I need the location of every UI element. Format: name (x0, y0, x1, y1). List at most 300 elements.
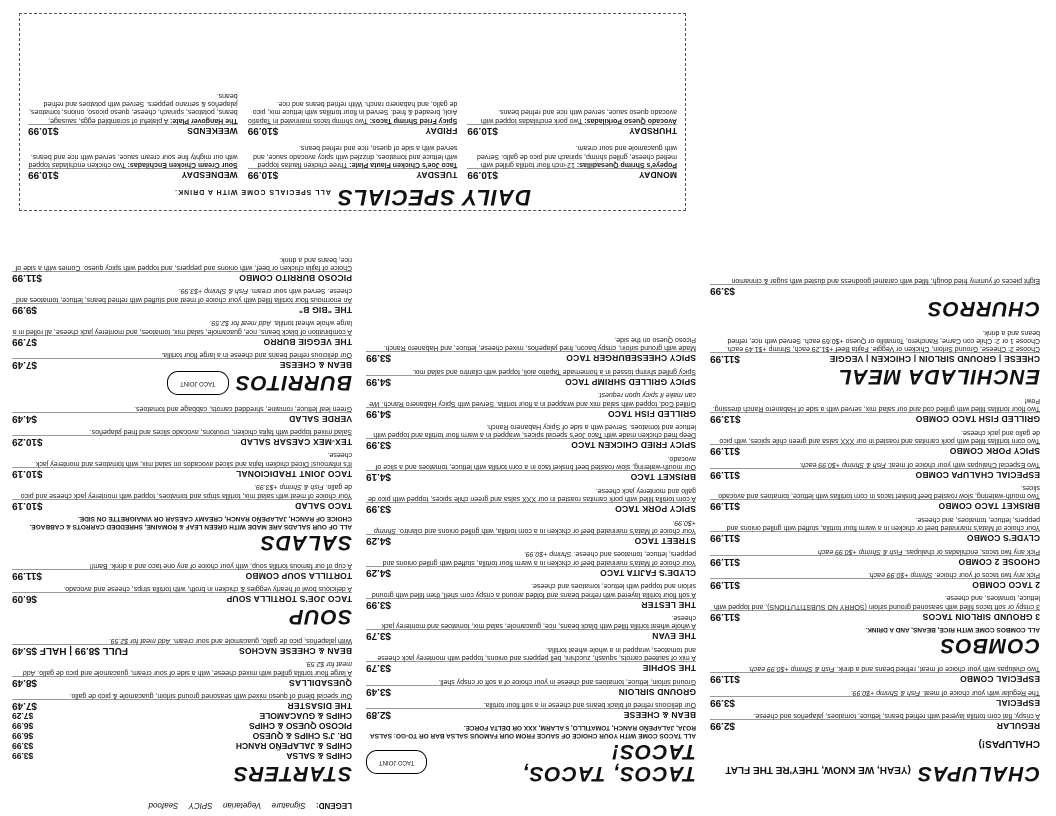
item-name: WEDNESDAY (181, 170, 238, 180)
item-header (248, 168, 458, 180)
item-header (366, 351, 696, 363)
starters-section (12, 635, 352, 784)
item-header (12, 499, 352, 511)
item-price: $3.99 (366, 439, 392, 451)
special-item (467, 143, 677, 180)
item-desc (12, 403, 352, 411)
item-desc (12, 318, 352, 335)
item-price: $11.99 (710, 500, 741, 512)
item-desc-text: With jalapeños, pico de gallo, guacamole and sour cream. (172, 636, 352, 644)
section-note: ALL TACOS COME WITH YOUR CHOICE OF SAUCE FROM OUR FAMOUS SALSA BAR OR TO-GO: SALSA ROJA, JALAPEÑO RANCH, TOMATILLO, 5 ALARM, XXX OR DELTA FORCE. (370, 724, 696, 739)
item-header (12, 467, 352, 479)
item-extra: Fish & Shrimp +$0.99 each. (747, 665, 835, 673)
section-title: SOUP (288, 605, 352, 629)
item-name: SPICY FRIED CHICKEN TACO (571, 440, 696, 451)
item-price: $11.99 (12, 272, 43, 284)
item-price: $10.99 (247, 169, 279, 180)
column-tacos (366, 216, 696, 786)
item-name: CHEESE | GROUND SIRLOIN | CHICKEN | VEGGIE (829, 354, 1040, 365)
item-desc (12, 254, 352, 271)
menu-item (366, 613, 696, 642)
special-item (467, 90, 677, 136)
item-desc-text: Eight pieces of yummy fried dough, filled with caramel goodness and dusted with sugar & cinnamon (731, 277, 1040, 285)
item-desc (366, 676, 696, 684)
menu-item (12, 403, 352, 423)
item-header (28, 168, 238, 180)
item-price: $4.99 (366, 375, 392, 387)
item-desc (467, 143, 677, 168)
item-price: $3.99 (710, 285, 736, 297)
item-extra: Add meat for $2.59. (108, 636, 171, 644)
menu-item (12, 635, 352, 655)
item-price: $11.99 (710, 673, 741, 685)
item-subtitle: Spicy Fried Shrimp Tacos: (369, 116, 458, 124)
item-desc (12, 691, 352, 699)
menu-item (366, 454, 696, 483)
item-desc (366, 613, 696, 630)
chalupas-section (710, 664, 1040, 784)
item-header (467, 168, 677, 180)
menu-item (366, 390, 696, 419)
item-name: BEAN & CHEESE (279, 360, 352, 371)
item-price: $11.99 (710, 468, 741, 480)
item-desc-text: Our special blend of queso mixed with seasoned ground sirloin, guacamole & pico de gallo. (69, 692, 352, 699)
item-desc (366, 366, 696, 374)
item-price: $10.99 (467, 124, 498, 136)
item-desc (366, 454, 696, 471)
item-price: $11.99 (710, 445, 741, 457)
item-header (710, 531, 1040, 543)
menu-item (366, 700, 696, 720)
item-desc (710, 546, 1040, 554)
item-header (12, 335, 352, 347)
item-price: $6.99 (12, 731, 34, 741)
item-desc-text: Pick any two tacos of your choice. (934, 570, 1040, 578)
section-note: ALL COMBOS COME WITH RICE, BEANS, AND A DRINK. (865, 625, 1040, 633)
menu-item (366, 366, 696, 386)
item-subtitle: Taco Joe's Chicken Flauta Plate: (349, 161, 458, 168)
item-price: $10.99 (247, 124, 279, 136)
item-name: CHIPS & SALSA (286, 751, 352, 761)
item-price: FULL $8.99 | HALF $5.49 (12, 644, 128, 656)
item-desc-text: A soft flour tortilla layered with refried beans and folded around a crispy corn shell, then filled with ground sirloin and topped with lettuce, tomatoes and cheese. (371, 582, 696, 598)
item-price: $10.19 (12, 499, 43, 511)
item-desc-text: Choice of fajita chicken or beef, with onions and peppers, and topped with spicy queso. Comes with a side of rice, beans and a drink. (15, 255, 352, 272)
item-name: PICOSO BURRITO COMBO (239, 273, 352, 284)
menu-item (366, 335, 696, 364)
item-name: TACO SALAD (294, 500, 352, 511)
item-desc (366, 517, 696, 534)
item-name: THE DISASTER (287, 701, 352, 711)
item-header (710, 719, 1040, 731)
chalupas-subtitle: (YEAH, WE KNOW, THEY'RE THE FLAT CHALUPAS!) (725, 738, 1040, 775)
item-desc (710, 593, 1040, 610)
item-header (248, 124, 458, 136)
menu-item (12, 482, 352, 511)
item-desc (710, 687, 1040, 695)
item-price: $8.49 (12, 676, 38, 688)
item-desc (28, 151, 238, 168)
item-desc-text: A plateful of scrambled eggs, sausage, beans, potatoes, spinach, cheese, queso picoso, onions, tomatoes, jalapeños & serrano peppers. Served with potatoes and refried beans. (29, 91, 238, 124)
logo: TACO JOINT (366, 751, 427, 775)
item-name: TACO JOINT TRADICIONAL (235, 468, 352, 479)
item-desc-text: A delicious bowl of hearty veggies & chicken in broth, with tortilla strips, cheese and avocado. (63, 585, 352, 593)
item-desc-text: Two mouth-watering, slow roasted beef brisket tacos in corn tortillas with lettuce, tomatoes and avocado slices. (718, 483, 1040, 500)
menu-item (710, 687, 1040, 707)
item-header (12, 412, 352, 424)
item-desc-text: Our delicious refried beans and cheese in a large flour tortilla. (161, 351, 352, 359)
item-desc (366, 390, 696, 407)
item-price: $7.29 (12, 711, 34, 721)
item-desc (12, 286, 352, 303)
item-desc-text: Pick any two tacos, enchiladas or chalupas. (904, 547, 1040, 555)
item-name: ESPECIAL (995, 697, 1040, 708)
item-name: REGULAR (996, 721, 1040, 731)
item-desc-text: Our mouth-watering, slow roasted beef brisket taco in a corn tortilla with lettuce, tomatoes and a slice of avocado. (375, 454, 696, 471)
item-extra: We can make it spicy upon request. (369, 391, 696, 407)
item-desc (710, 459, 1040, 467)
menu-item (710, 459, 1040, 479)
item-price: $10.29 (12, 435, 43, 447)
item-name: THURSDAY (628, 125, 677, 136)
item-desc (366, 644, 696, 661)
item-header (12, 358, 352, 370)
item-price: $2.99 (710, 720, 736, 731)
item-desc (710, 483, 1040, 500)
item-price: $7.99 (12, 335, 38, 347)
item-subtitle: Avocado Queso Porkiladas: (584, 116, 677, 124)
item-name: THE LESTER (641, 599, 696, 610)
item-desc (710, 711, 1040, 719)
menu-item (710, 276, 1040, 296)
item-desc-text: A whole wheat tortilla filled with black beans, rice, guacamole, salad mix, tomatoes and monterey jack cheese. (381, 613, 696, 630)
item-desc-text: Ground sirloin, lettuce, tomatoes and cheese in your choice of a soft or crispy shell. (438, 677, 696, 685)
item-desc (710, 514, 1040, 531)
item-name: VERDE SALAD (288, 413, 352, 424)
item-header (12, 569, 352, 581)
item-desc (12, 450, 352, 467)
menu-item (12, 350, 352, 370)
item-price: $10.99 (28, 169, 59, 180)
menu-item (12, 450, 352, 479)
item-price: $3.79 (366, 662, 392, 674)
item-header (12, 271, 352, 283)
item-desc (12, 659, 352, 676)
item-extra: Fish & Shrimp +$0.99 each (818, 547, 903, 555)
menu-item (710, 396, 1040, 425)
burritos-section (12, 254, 352, 395)
item-name: TUESDAY (416, 170, 458, 180)
menu-item (366, 517, 696, 546)
item-price: $2.89 (366, 709, 392, 720)
legend-seafood: Seafood (148, 801, 179, 810)
menu-item (12, 427, 352, 447)
section-title: COMBOS (939, 633, 1040, 657)
churros-section (710, 276, 1040, 319)
column-chalupas (710, 216, 1040, 786)
item-name: CHIPS & JALAPEÑO RANCH (235, 741, 352, 751)
item-header (366, 708, 696, 720)
item-header (366, 598, 696, 610)
item-price: $11.99 (710, 353, 741, 365)
soup-section (12, 561, 352, 628)
item-name: THE SOPHIE (642, 663, 696, 674)
item-header (710, 353, 1040, 365)
item-header (710, 696, 1040, 708)
item-desc-text: Two Especial Chalupas with your choice of meat. (887, 460, 1040, 468)
logo: TACO JOINT (167, 371, 229, 395)
item-desc-text: Spicy grilled shrimp tossed in a homemade Tapatio aioli, topped with cilantro and salad mix. (412, 367, 696, 375)
item-price: $10.99 (28, 124, 59, 136)
item-desc-text: A mix of sauteed carrots, squash, zucchini, bell peppers and onions, topped with monterey jack cheese and tomatoes, wrapped in a whole wheat tortilla. (377, 645, 696, 662)
item-header (366, 470, 696, 482)
item-price: $9.99 (12, 303, 38, 315)
item-price: $11.99 (710, 578, 741, 590)
item-desc (12, 427, 352, 435)
section-title (20, 184, 685, 210)
section-title: SALADS (259, 530, 352, 554)
item-header (366, 502, 696, 514)
item-desc (710, 664, 1040, 672)
item-desc (710, 570, 1040, 578)
item-header (366, 439, 696, 451)
item-desc-text: Three chicken flautas topped with lettuce and tomatoes, drizzled with spicy avocado sauce, and served with a side of queso, rice and refried beans. (253, 144, 458, 168)
section-title: ENCHILADA MEAL (837, 365, 1040, 389)
item-header (710, 284, 1040, 296)
special-item (248, 90, 458, 136)
chalupas-title: CHALUPAS (916, 762, 1040, 785)
item-price: $11.99 (710, 555, 741, 567)
item-name: SPICY CHEESEBURGER TACO (566, 353, 696, 364)
list-item (12, 751, 352, 761)
item-header (366, 566, 696, 578)
item-name: ESPECIAL COMBO (959, 674, 1040, 685)
legend-spicy: SPICY (188, 801, 213, 810)
item-header (366, 407, 696, 419)
item-name: CLYDE'S COMBO (966, 533, 1040, 544)
section-title: STARTERS (232, 762, 352, 785)
item-desc-text: Made with ground sirloin, crispy bacon, fried jalapeños, mixed cheese, lettuce, and Habanero Ranch. Picoso Queso on the side. (383, 336, 696, 352)
menu-item (366, 581, 696, 610)
item-desc-text: A large flour tortilla grilled with mixed cheese, with a side of sour cream, guacamole and pico de gallo. (37, 668, 352, 676)
item-desc (28, 90, 238, 124)
item-subtitle: Popeye's Shrimp Quesadillas: (576, 161, 677, 168)
item-desc (12, 350, 352, 358)
item-extra: Fish & Shrimp +$3.99. (178, 287, 249, 295)
item-desc-text: Your choice of meat with salad mix, tortilla strips and tomatoes, topped with monterey jack cheese and pico de gallo. (20, 483, 352, 499)
item-header (28, 124, 238, 136)
menu-item (710, 664, 1040, 684)
item-header (12, 644, 352, 656)
item-desc (366, 485, 696, 502)
item-desc (366, 549, 696, 566)
item-desc-text: Choose 2: Cheese, Ground Sirloin, Chicken or Veggie. Fajita Beef +$1.29 each, Shrimp +$1.49 each. Choose 1 or 2: Chile con Carne, Ranchero, Tomatillo or Queso +$0.69 each. Served with rice, refried beans and a drink. (725, 328, 1040, 353)
menu-item (710, 593, 1040, 622)
item-name: THE EVAN (652, 631, 696, 642)
item-desc-text: Green leaf lettuce, romaine, shredded carrots, cabbage and tomatoes. (134, 404, 352, 412)
item-name: FRIDAY (425, 125, 458, 136)
item-desc-text: 3 crispy or soft tacos filled with seasoned ground sirloin (SORRY NO SUBSTITUTIONS), and topped with lettuce, tomatoes, and cheese. (713, 594, 1040, 610)
menu-item (366, 422, 696, 451)
item-desc-text: 12-inch flour tortilla grilled with melted cheese, grilled shrimp, spinach and pico de gallo. Served with guacamole and sour cream. (476, 144, 677, 168)
item-extra: Add meat for $2.59. (209, 319, 272, 327)
item-price: $4.99 (366, 407, 392, 419)
item-name: SPICY PORK COMBO (949, 446, 1040, 457)
item-name: TORTILLA SOUP COMBO (245, 570, 352, 581)
item-header (366, 685, 696, 697)
item-price: $3.99 (710, 696, 736, 708)
menu-item (12, 318, 352, 347)
menu-item (710, 514, 1040, 543)
item-price: $6.09 (12, 593, 38, 605)
enchilada-section (710, 327, 1040, 387)
menu-item (710, 483, 1040, 512)
item-name: GRILLED FISH TACO COMBO (915, 414, 1040, 425)
item-desc (467, 107, 677, 124)
item-price: $13.99 (710, 413, 741, 425)
salads-section (12, 403, 352, 552)
item-desc (12, 635, 352, 643)
menu-item (12, 691, 352, 711)
item-header (710, 412, 1040, 424)
daily-specials-box (19, 13, 686, 211)
item-price: $3.79 (366, 630, 392, 642)
item-desc-text: Two chalupas with your choice of meat, refried beans and a drink. (836, 665, 1040, 673)
section-title: TACOS, TACOS, TACOS! (521, 740, 696, 785)
menu-item (12, 561, 352, 581)
item-header (467, 124, 677, 136)
item-header (12, 699, 352, 711)
item-desc-text: A combination of black beans, rice, guacamole, salad mix, tomatoes, and monterey jack cheese, all rolled in a large whole wheat tortilla. (12, 319, 352, 335)
item-price: $4.19 (366, 471, 392, 483)
item-name: ESPECIAL CHALUPA COMBO (915, 469, 1040, 480)
item-name: STREET TACO (634, 535, 696, 546)
item-header (12, 435, 352, 447)
item-price: $11.99 (710, 610, 741, 622)
item-name: SPICY PORK TACO (614, 504, 696, 515)
special-item (248, 143, 458, 180)
item-name: THE "BIG B" (298, 304, 352, 315)
item-name: BEAN & CHEESE (623, 710, 696, 720)
item-header (710, 672, 1040, 684)
item-name: TEX-MEX CAESAR SALAD (240, 436, 352, 447)
item-extra: Shrimp +$0.99. (523, 550, 572, 558)
item-extra: Fish & Shrimp +$0.99. (850, 688, 921, 696)
item-name: GROUND SIRLOIN (618, 686, 696, 697)
tacos-section (366, 335, 696, 786)
item-desc (248, 143, 458, 168)
menu-item (12, 584, 352, 604)
item-name: 3 GROUND SIRLOIN TACOS (922, 611, 1040, 622)
item-name: TACO JOE'S TORTILLA SOUP (226, 594, 352, 605)
item-name: CHIPS & GUACAMOLE (259, 711, 352, 721)
item-desc-text: Two pork enchiladas topped with avocado queso sauce, served with rice and refried beans. (480, 108, 677, 124)
item-name: GRILLED FISH TACO (607, 408, 696, 419)
item-extra: Shrimp +$0.99 each. (867, 570, 933, 578)
menu-item (12, 286, 352, 315)
item-header (366, 534, 696, 546)
item-price: $3.99 (366, 352, 392, 364)
list-item (12, 731, 352, 741)
item-desc (366, 422, 696, 439)
menu-item (366, 644, 696, 673)
menu-item (710, 546, 1040, 566)
item-desc (12, 561, 352, 569)
item-desc-text: A cup of our famous tortilla soup, with your choice of any one taco and a drink. Bam!! (89, 561, 352, 569)
specials-subtitle: ALL SPECIALS COME WITH A DRINK. (174, 188, 331, 195)
item-header (710, 468, 1040, 480)
item-desc-text: Two chicken enchiladas topped with our mighty fine sour cream sauce, served with rice and beans. (28, 152, 238, 168)
item-header (12, 592, 352, 604)
item-desc-text: Two shrimp tacos marinated in Tapatío Aioli, breaded & fried. Served in flour tortillas with lettuce mix, pico de gallo, and habanero ranch. With refried beans and rice. (248, 99, 458, 124)
special-item (28, 143, 238, 180)
item-desc-text: Your choice of Mata's marinated beef or chicken in a warm flour tortilla, stuffed with grilled onions and peppers, lettuce, tomatoes, and cheese. (726, 515, 1040, 532)
item-desc-text: Salad mixed topped with fajita chicken, croutons, avocado slices and fried jalapeños. (89, 427, 352, 435)
item-name: BRISKET TACO (630, 472, 696, 483)
item-extra: Fish & Shrimp +$0.99 each. (799, 460, 886, 468)
item-desc (248, 99, 458, 124)
menu-item (710, 327, 1040, 364)
item-extra: Fish & Shrimp +$3.99. (254, 483, 324, 491)
legend-vegetarian: Vegetarian (222, 801, 262, 810)
item-name: BEAN & CHEESE NACHOS (238, 645, 352, 656)
legend-label: LEGEND: (316, 801, 352, 810)
section-title (710, 732, 1040, 784)
item-name: SPICY GRILLED SHRIMP TACO (564, 376, 696, 387)
item-desc (12, 482, 352, 499)
item-header (366, 375, 696, 387)
item-price: $11.99 (12, 569, 43, 581)
item-name: 2 TACO COMBO (972, 579, 1040, 590)
item-header (710, 444, 1040, 456)
item-name: WEEKENDS (186, 125, 238, 136)
item-name: PICOSO QUESO & CHIPS (249, 721, 352, 731)
item-header (12, 303, 352, 315)
menu-item (710, 427, 1040, 456)
item-desc-text: Grilled Cod, topped with salad mix and wrapped in a flour tortilla. Served with Spicy Habanero Ranch. (381, 399, 696, 407)
section-title: CHURROS (926, 297, 1040, 321)
item-name: QUESADILLAS (288, 677, 352, 688)
item-header (710, 555, 1040, 567)
item-desc (12, 584, 352, 592)
menu-item (366, 676, 696, 696)
item-desc (710, 276, 1040, 284)
item-desc-text: A corn tortilla filled with pork carnitas roasted in our XXX salsa and green chile spices, topped with pico de gallo and monterey jack cheese. (367, 486, 696, 503)
item-name: DR. J'S CHIPS & QUESO (252, 731, 352, 741)
item-extra: Add meat for $2.59. (22, 660, 352, 676)
item-desc-text: The Regular with your choice of meat. (922, 688, 1040, 696)
item-price: $3.99 (12, 741, 34, 751)
item-price: $3.99 (366, 598, 392, 610)
item-desc (366, 700, 696, 708)
list-item (12, 721, 352, 731)
item-price: $11.99 (710, 532, 741, 544)
item-name: THE VEGGIE BURRO (263, 336, 352, 347)
menu-item (366, 485, 696, 514)
menu-item (12, 659, 352, 688)
legend (12, 801, 352, 810)
item-header (12, 676, 352, 688)
section-title: BURRITOS (234, 371, 352, 395)
item-price: $4.49 (12, 412, 38, 424)
list-item (12, 741, 352, 751)
section-note: ALL OF OUR SALADS ARE MADE WITH GREEN LEAF & ROMAINE, SHREDDED CARROTS & CABBAGE. CHOICE OF RANCH, JALAPEÑO RANCH, CREAMY CAESAR OR VINAIGRETTE ON SIDE. (29, 514, 352, 530)
item-header (710, 578, 1040, 590)
item-price: $7.49 (12, 359, 38, 371)
list-item (12, 711, 352, 721)
menu-item (710, 711, 1040, 731)
item-price: $10.19 (12, 467, 43, 479)
